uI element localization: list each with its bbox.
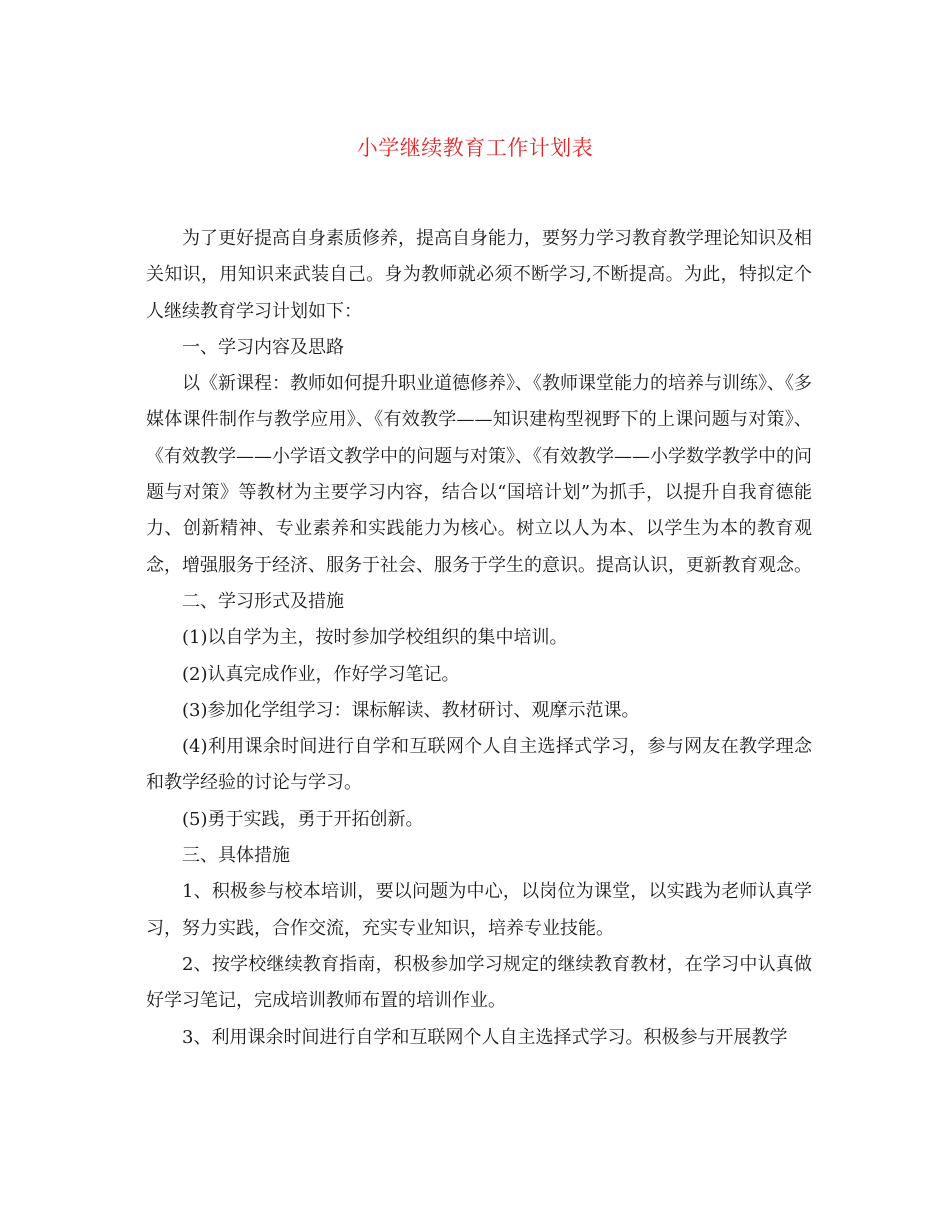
list-item-3: (3)参加化学组学习：课标解读、教材研讨、观摩示范课。	[182, 699, 640, 721]
list-item-4: (4)利用课余时间进行自学和互联网个人自主选择式学习，参与网友在教学理念和教学经验的讨论与学习。	[146, 736, 812, 794]
list-item-2: (2)认真完成作业，作好学习笔记。	[182, 663, 460, 685]
section-heading-3: 三、具体措施	[182, 845, 290, 867]
content-paragraph: 以《新课程：教师如何提升职业道德修养》、《教师课堂能力的培养与训练》、《多媒体课件制作与教学应用》、《有效教学——知识建构型视野下的上课问题与对策》、《有效教学——小学语文教学中的问题与对策》、《有效教学——小学数学教学中的问题与对策》等教材为主要学习内容，结合以“国培计划”为抓手，以提升自我育德能力、创新精神、专业素养和实践能力为核心。树立以人为本、以学生为本的教育观念，增强服务于经济、服务于社会、服务于学生的意识。提高认识，更新教育观念。	[146, 373, 812, 576]
section-heading-2: 二、学习形式及措施	[182, 590, 344, 612]
measure-item-2: 2、按学校继续教育指南，积极参加学习规定的继续教育教材，在学习中认真做好学习笔记，完成培训教师布置的培训作业。	[146, 953, 812, 1012]
measure-item-3: 3、利用课余时间进行自学和互联网个人自主选择式学习。积极参与开展教学	[182, 1026, 788, 1048]
list-item-5: (5)勇于实践，勇于开拓创新。	[182, 808, 424, 830]
measure-item-1: 1、积极参与校本培训，要以问题为中心，以岗位为课堂，以实践为老师认真学习，努力实践，合作交流，充实专业知识，培养专业技能。	[146, 881, 812, 939]
list-item-1: (1)以自学为主，按时参加学校组织的集中培训。	[182, 627, 568, 649]
document-body	[146, 221, 812, 1056]
intro-paragraph: 为了更好提高自身素质修养，提高自身能力，要努力学习教育教学理论知识及相关知识，用知识来武装自己。身为教师就必须不断学习,不断提高。为此，特拟定个人继续教育学习计划如下：	[146, 228, 812, 322]
document-title: 小学继续教育工作计划表	[356, 136, 594, 160]
section-heading-1: 一、学习内容及思路	[182, 336, 344, 358]
